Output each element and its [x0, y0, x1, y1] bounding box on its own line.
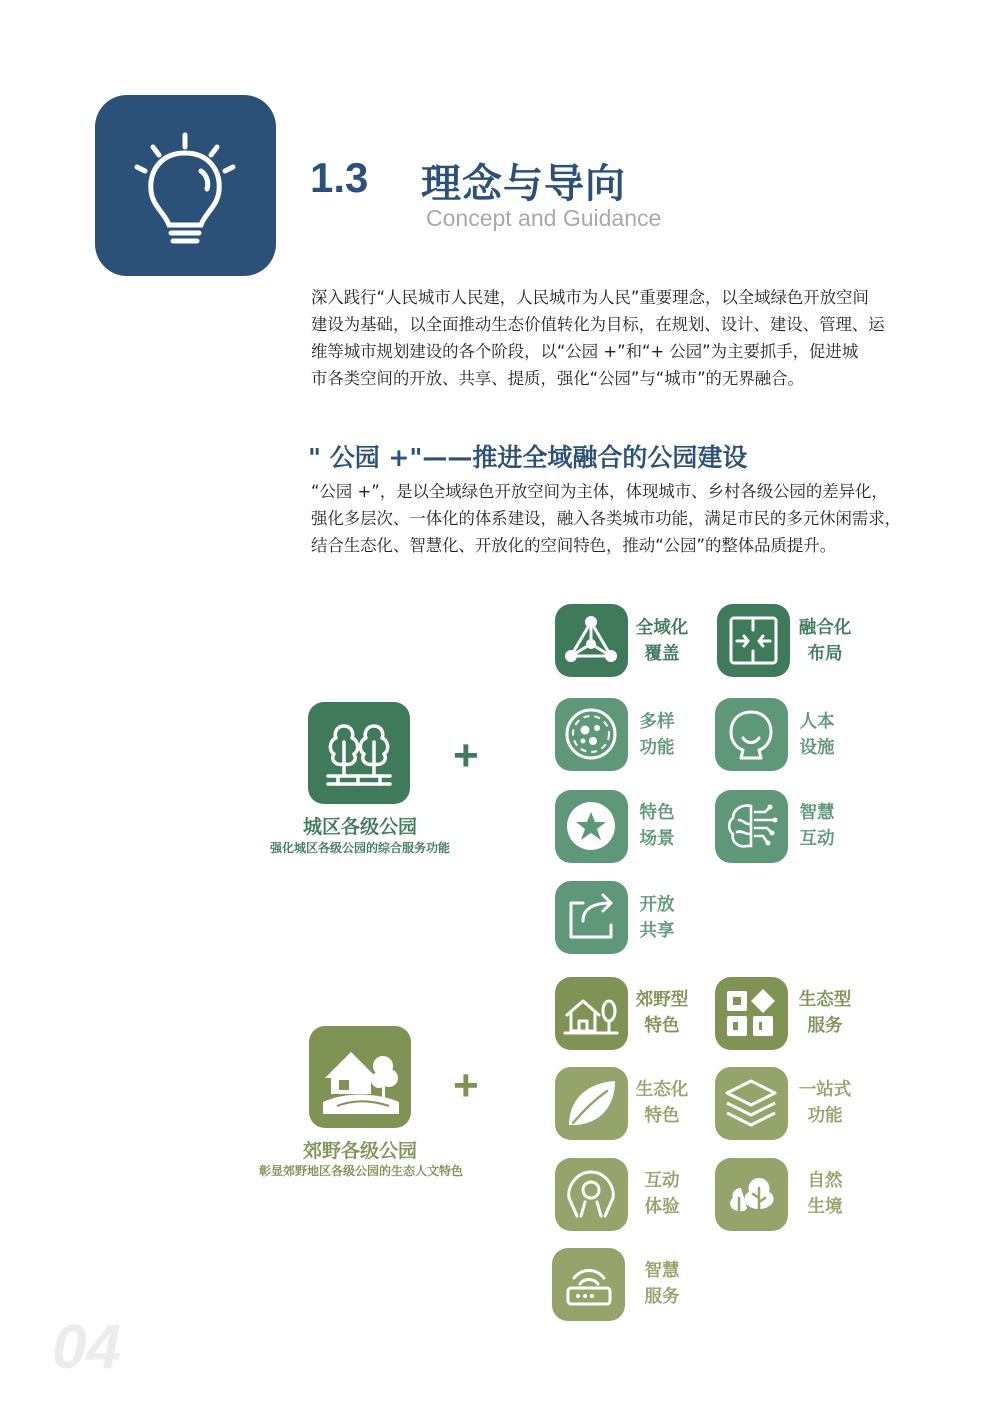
feature-label-line1: 融合化: [798, 618, 852, 638]
page-number: 04: [52, 1313, 121, 1382]
park-plus-line: 结合生态化、智慧化、开放化的空间特色，推动“公园”的整体品质提升。: [311, 536, 837, 555]
leaf-icon: [555, 1067, 628, 1140]
urban-park-tile: [308, 702, 410, 804]
brain-circuit-icon: [715, 790, 788, 863]
park-plus-line: 强化多层次、一体化的体系建设，融入各类城市功能，满足市民的多元休闲需求，: [311, 509, 902, 528]
feature-tile-eco-character: [555, 1067, 628, 1140]
feature-label: [625, 709, 689, 761]
feature-label: [630, 615, 694, 667]
feature-label-line1: 全域化: [635, 618, 689, 638]
section-number: 1.3: [310, 154, 369, 201]
feature-tile-natural-habitat: [715, 1158, 788, 1231]
intro-line: 维等城市规划建设的各个阶段，以“公园 +”和“+ 公园”为主要抓手，促进城: [311, 342, 859, 361]
feature-label-line1: 自然: [807, 1171, 843, 1191]
feature-label-line1: 郊野型: [635, 990, 689, 1010]
feature-label-line2: 布局: [807, 644, 843, 664]
urban-park-subtitle: 强化城区各级公园的综合服务功能: [269, 841, 450, 855]
park-plus-line: “公园 +”，是以全域绿色开放空间为主体，体现城市、乡村各级公园的差异化，: [311, 482, 888, 501]
feature-label-line2: 设施: [799, 738, 835, 758]
feature-label-line1: 多样: [639, 712, 675, 732]
intro-paragraph: [311, 284, 885, 392]
feature-label-line2: 功能: [807, 1106, 843, 1126]
feature-tile-smart-interaction: [715, 790, 788, 863]
park-plus-paragraph: [311, 478, 901, 559]
feature-label-line1: 生态化: [635, 1080, 689, 1100]
feature-label: [630, 1258, 694, 1310]
urban-plus-sign: +: [453, 731, 479, 780]
feature-tile-eco-service: [715, 977, 788, 1050]
feature-tile-open-sharing: [555, 881, 628, 954]
layers-icon: [715, 1067, 788, 1140]
feature-tile-people-facilities: [715, 698, 788, 771]
intro-line: 建设为基础，以全面推动生态价值转化为目标，在规划、设计、建设、管理、运: [311, 315, 885, 334]
share-icon: [555, 881, 628, 954]
blocks-icon: [715, 977, 788, 1050]
merge-layout-icon: [717, 604, 790, 677]
hands-icon: [555, 1158, 628, 1231]
intro-line: 市各类空间的开放、共享、提质，强化“公园”与“城市”的无界融合。: [311, 369, 804, 388]
feature-tile-smart-service: [552, 1248, 625, 1321]
feature-tile-interactive-experience: [555, 1158, 628, 1231]
user-face-icon: [715, 698, 788, 771]
feature-label-line2: 体验: [644, 1197, 680, 1217]
house-tree-icon: [555, 977, 628, 1050]
feature-label: [625, 892, 689, 944]
router-icon: [552, 1248, 625, 1321]
feature-label-line2: 特色: [644, 1106, 680, 1126]
feature-label: [785, 709, 849, 761]
feature-label-line2: 互动: [799, 829, 835, 849]
feature-label-line1: 智慧: [799, 803, 835, 823]
feature-label: [793, 1168, 857, 1220]
suburban-plus-sign: +: [453, 1061, 479, 1110]
feature-label: [785, 800, 849, 852]
intro-line: 深入践行“人民城市人民建，人民城市为人民”重要理念，以全域绿色开放空间: [311, 288, 869, 307]
feature-label-line2: 功能: [639, 738, 675, 758]
feature-label: [630, 987, 694, 1039]
farmhouse-icon: [309, 1026, 411, 1128]
network-icon: [555, 604, 628, 677]
feature-label-line1: 一站式: [798, 1080, 852, 1100]
feature-label: [630, 1077, 694, 1129]
feature-label-line1: 生态型: [798, 990, 852, 1010]
feature-tile-global-coverage: [555, 604, 628, 677]
feature-label-line1: 特色: [639, 803, 675, 823]
feature-tile-one-stop: [715, 1067, 788, 1140]
park-plus-heading: " 公园 +"——推进全域融合的公园建设: [308, 443, 748, 472]
feature-label: [793, 1077, 857, 1129]
lightbulb-icon: [95, 95, 276, 276]
feature-label-line1: 智慧: [644, 1261, 680, 1281]
suburban-park-title: 郊野各级公园: [302, 1140, 417, 1162]
eco-trees-icon: [715, 1158, 788, 1231]
feature-label-line1: 人本: [799, 712, 835, 732]
feature-label-line1: 互动: [644, 1171, 680, 1191]
cells-icon: [555, 698, 628, 771]
feature-tile-featured-scenes: [555, 790, 628, 863]
feature-label-line1: 开放: [639, 895, 675, 915]
star-badge-icon: [555, 790, 628, 863]
feature-label-line2: 服务: [644, 1287, 680, 1307]
trees-icon: [308, 702, 410, 804]
feature-label-line2: 特色: [644, 1016, 680, 1036]
lightbulb-icon-tile: [95, 95, 276, 276]
feature-label-line2: 覆盖: [644, 644, 680, 664]
suburban-park-tile: [309, 1026, 411, 1128]
feature-label-line2: 生境: [807, 1197, 843, 1217]
section-title: 理念与导向: [421, 161, 626, 207]
feature-tile-diverse-functions: [555, 698, 628, 771]
feature-label: [793, 615, 857, 667]
section-subtitle: Concept and Guidance: [426, 205, 662, 231]
feature-tile-suburban-character: [555, 977, 628, 1050]
feature-label-line2: 场景: [639, 829, 675, 849]
feature-label-line2: 服务: [807, 1016, 843, 1036]
feature-tile-merged-layout: [717, 604, 790, 677]
feature-label: [793, 987, 857, 1039]
feature-label-line2: 共享: [639, 921, 675, 941]
suburban-park-subtitle: 彰显郊野地区各级公园的生态人文特色: [258, 1164, 463, 1178]
feature-label: [625, 800, 689, 852]
feature-label: [630, 1168, 694, 1220]
urban-park-title: 城区各级公园: [302, 816, 417, 838]
